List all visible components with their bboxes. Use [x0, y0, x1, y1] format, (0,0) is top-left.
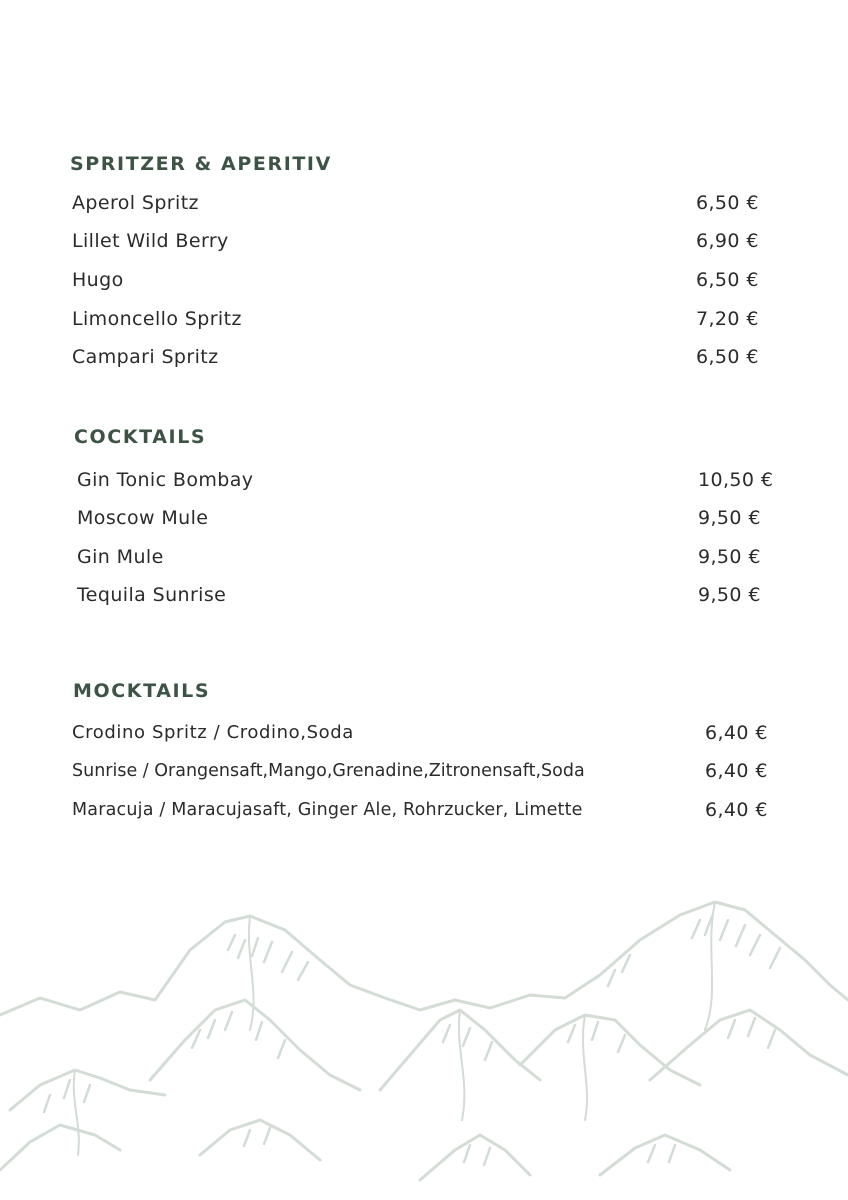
item-name: Moscow Mule	[77, 507, 209, 529]
menu-item	[0, 265, 848, 295]
item-price: 6,40 €	[705, 760, 768, 782]
item-name: Lillet Wild Berry	[72, 230, 229, 252]
menu-item	[0, 188, 848, 218]
item-name: Crodino Spritz / Crodino,Soda	[72, 722, 354, 743]
item-name: Campari Spritz	[72, 346, 219, 368]
item-price: 9,50 €	[698, 507, 761, 529]
item-price: 7,20 €	[696, 308, 759, 330]
section-title: MOCKTAILS	[73, 680, 211, 702]
item-name: Hugo	[72, 269, 124, 291]
item-name: Limoncello Spritz	[72, 308, 242, 330]
item-price: 6,50 €	[696, 192, 759, 214]
section-title: SPRITZER & APERITIV	[70, 153, 332, 175]
item-price: 6,50 €	[696, 346, 759, 368]
menu-item	[0, 304, 848, 334]
mountain-illustration	[0, 880, 848, 1200]
item-price: 6,40 €	[705, 722, 768, 744]
item-price: 9,50 €	[698, 584, 761, 606]
menu-item	[0, 465, 848, 495]
menu-item	[0, 718, 848, 748]
menu-item	[0, 580, 848, 610]
menu-item	[0, 795, 848, 825]
item-price: 10,50 €	[698, 469, 774, 491]
item-name: Tequila Sunrise	[77, 584, 227, 606]
menu-item	[0, 542, 848, 572]
item-name: Gin Tonic Bombay	[77, 469, 254, 491]
section-title: COCKTAILS	[74, 426, 207, 448]
menu-item	[0, 503, 848, 533]
item-price: 6,50 €	[696, 269, 759, 291]
item-price: 6,90 €	[696, 230, 759, 252]
item-price: 6,40 €	[705, 799, 768, 821]
item-name: Aperol Spritz	[72, 192, 199, 214]
item-price: 9,50 €	[698, 546, 761, 568]
menu-item	[0, 342, 848, 372]
item-name: Sunrise / Orangensaft,Mango,Grenadine,Zitronensaft,Soda	[72, 761, 585, 781]
item-name: Gin Mule	[77, 546, 164, 568]
menu-item	[0, 756, 848, 786]
item-name: Maracuja / Maracujasaft, Ginger Ale, Rohrzucker, Limette	[72, 800, 583, 820]
menu-item	[0, 226, 848, 256]
